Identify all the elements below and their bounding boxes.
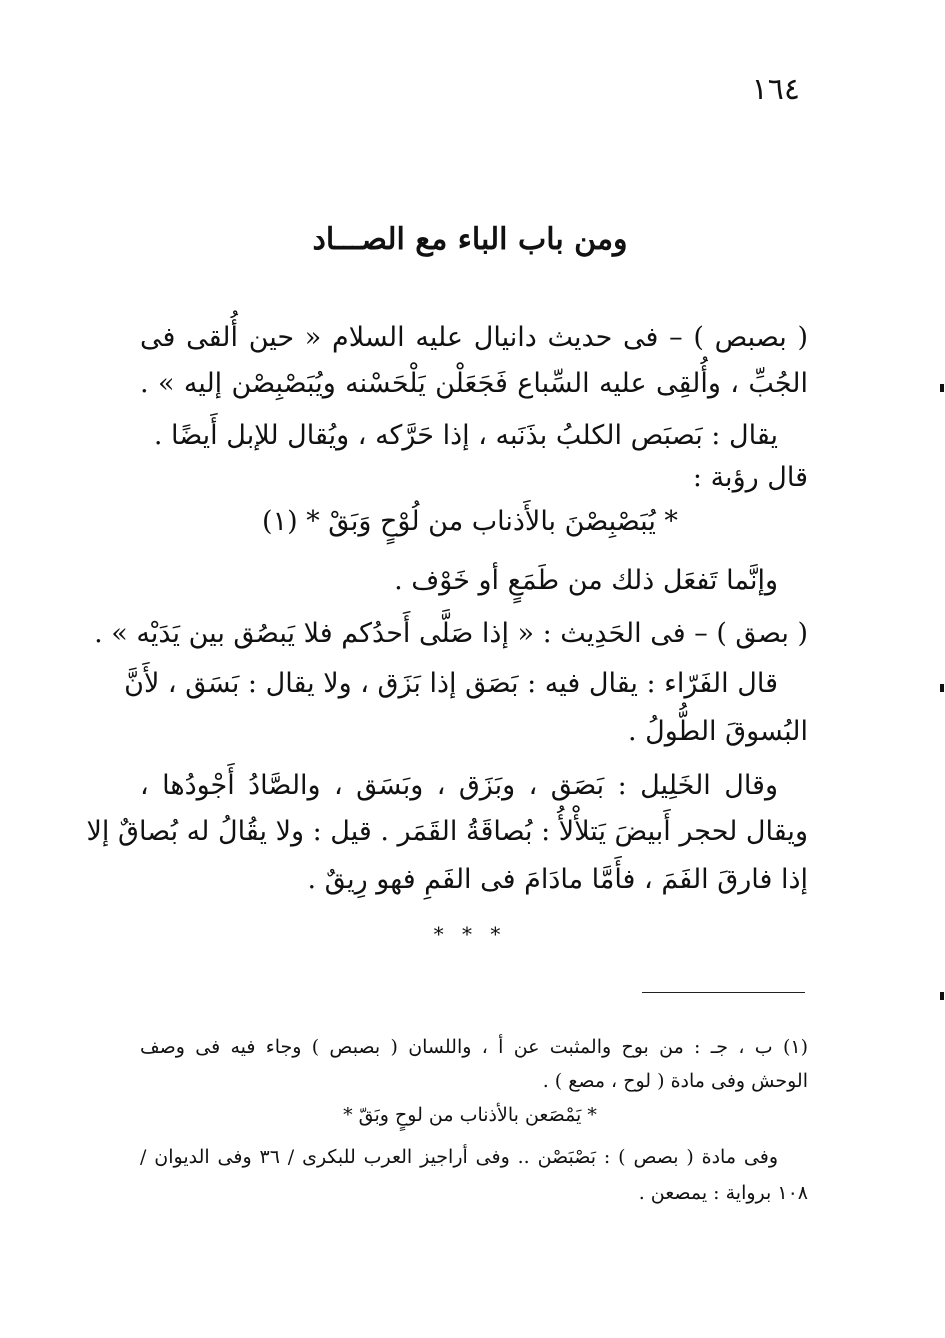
body-line: يقال : بَصبَص الكلبُ بذَنَبه ، إذا حَرَّكه ، ويُقال للإبل أَيضًا .: [153, 420, 778, 451]
verse-line: * يُبَصْبِصْنَ بالأَذناب من لُوْحٍ وَبَقْ * (١): [262, 506, 678, 537]
scan-margin-mark: [940, 384, 944, 392]
footnote-line: (١) ب ، جـ : من بوح والمثبت عن أ ، واللسان ( بصبص ) وجاء فيه فى وصف: [140, 1036, 808, 1058]
body-line: ويقال لحجر أَبيضَ يَتلأْلأُ : بُصاقَةُ القَمَر . قيل : ولا يقُالُ له بُصاقٌ إلا: [86, 816, 808, 847]
body-line: وإنَّما تَفعَل ذلك من طَمَعٍ أو خَوْف .: [394, 565, 778, 596]
body-line: الجُبِّ ، وأُلقِى عليه السِّباع فَجَعَلْن يَلْحَسْنه ويُبَصْبِصْن إليه » .: [140, 368, 808, 399]
body-line: قال رؤبة :: [692, 462, 808, 493]
section-heading: ومن باب الباء مع الصـــاد: [312, 222, 628, 257]
footnote-line: ١٠٨ برواية : يمصعن .: [638, 1182, 808, 1204]
section-separator: * * *: [433, 922, 507, 946]
footnote-rule: [642, 992, 805, 993]
footnote-line: وفى مادة ( بصص ) : بَصْبَصْن .. وفى أراجيز العرب للبكرى / ٣٦ وفى الديوان /: [140, 1146, 778, 1168]
body-line: إذا فارقَ الفَمَ ، فأَمَّا مادَامَ فى الفَمِ فهو رِيقٌ .: [307, 864, 808, 895]
page-number: ١٦٤: [751, 72, 800, 107]
body-line: وقال الخَلِيل : بَصَق ، وبَزَق ، وبَسَق ، والصَّادُ أَجْودُها ،: [140, 770, 778, 801]
footnote-verse: * يَمْصَعن بالأذناب من لوحٍ وبَقّ *: [343, 1104, 597, 1126]
body-line: ( بصق ) – فى الحَدِيث : « إذا صَلَّى أَحدُكم فلا يَبصُق بين يَدَيْه » .: [94, 618, 808, 649]
body-line: ( بصبص ) – فى حديث دانيال عليه السلام « حين أُلقى فى: [140, 322, 808, 353]
body-line: البُسوقَ الطُّولُ .: [627, 716, 808, 747]
body-line: قال الفَرّاء : يقال فيه : بَصَق إذا بَزَق ، ولا يقال : بَسَق ، لأَنَّ: [124, 668, 778, 699]
footnote-line: الوحش وفى مادة ( لوح ، مصع ) .: [542, 1070, 808, 1092]
scan-margin-mark: [940, 992, 944, 1000]
scan-margin-mark: [940, 684, 944, 692]
